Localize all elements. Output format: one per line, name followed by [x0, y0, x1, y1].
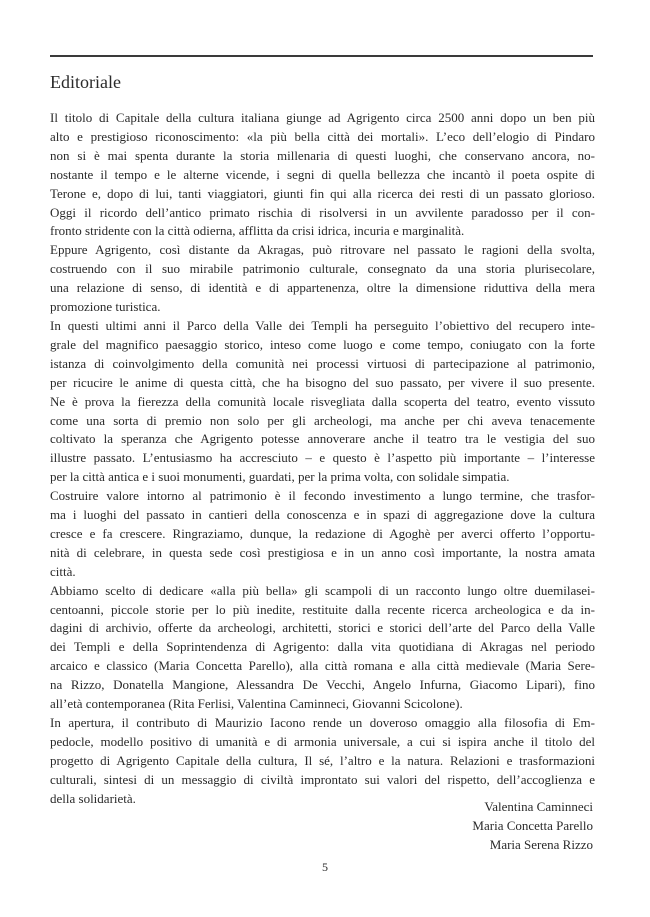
text-line: non si è mai spenta durante la storia millenaria di questi luoghi, che conservano ancora, no-	[50, 147, 595, 163]
text-line: della solidarietà.	[50, 790, 136, 806]
text-line: per la città antica e i suoi monumenti, guardati, per la prima volta, con solidale simpatia.	[50, 469, 510, 485]
text-line: istanza di coinvolgimento della comunità nei processi virtuosi di partecipazione al patrimonio,	[50, 355, 595, 371]
text-line: come una sorta di premio non solo per gli archeologi, ma anche per chi aveva tenacemente	[50, 412, 595, 428]
text-line: Ne è prova la fierezza della comunità locale risvegliata dalla scoperta del teatro, evento vissuto	[50, 393, 595, 409]
text-line: na Rizzo, Donatella Mangione, Alessandra De Vecchi, Angelo Infurna, Giacomo Lipari), fino	[50, 677, 595, 693]
text-line: Oggi il ricordo dell’antico primato rischia di risolversi in un avvilente paradosso per il con-	[50, 204, 595, 220]
text-line: coltivato la speranza che Agrigento potesse annoverare anche il teatro tra le vestigia del suo	[50, 431, 595, 447]
text-line: fronto stridente con la città odierna, afflitta da crisi idrica, incuria e marginalità.	[50, 223, 465, 239]
text-line: Il titolo di Capitale della cultura italiana giunge ad Agrigento circa 2500 anni dopo un ben più	[50, 110, 595, 125]
text-line: In questi ultimi anni il Parco della Valle dei Templi ha perseguito l’obiettivo del recupero inte-	[50, 317, 595, 333]
text-line: dei Templi e della Soprintendenza di Agrigento: dalla vita quotidiana di Akragas nel periodo	[50, 639, 595, 655]
text-line: illustre passato. L’entusiasmo ha accresciuto – e questo è l’aspetto più importante – l’interesse	[50, 450, 595, 466]
text-line: In apertura, il contributo di Maurizio Iacono rende un doveroso omaggio alla filosofia di Em-	[50, 715, 595, 730]
text-line: Abbiamo scelto di dedicare «alla più bella» gli scampoli di un racconto lungo oltre duemilasei-	[50, 582, 595, 598]
author-signatures	[472, 797, 593, 855]
text-line: all’età contemporanea (Rita Ferlisi, Valentina Caminneci, Giovanni Scicolone).	[50, 696, 463, 712]
text-line: Eppure Agrigento, così distante da Akragas, può ritrovare nel passato le ragioni della svolta,	[50, 242, 595, 258]
page-number: 5	[322, 860, 328, 874]
editorial-body	[50, 109, 595, 809]
text-line: nostante il tempo e le alterne vicende, i segni di quella bellezza che incantò il poeta ospite di	[50, 166, 595, 182]
text-line: costruendo con il suo mirabile patrimonio culturale, consegnato da una storia plurisecolare,	[50, 261, 595, 277]
text-line: una relazione di senso, di identità e di appartenenza, oltre la dimensione riduttiva della mera	[50, 280, 595, 296]
text-line: progetto di Agrigento Capitale della cultura, Il sé, l’altro e la natura. Relazioni e trasformazioni	[50, 752, 595, 768]
author-name: Maria Concetta Parello	[472, 818, 593, 834]
author-name: Maria Serena Rizzo	[489, 837, 593, 853]
text-line: dagini di archivio, offerte da archeologi, architetti, storici e storici dell’arte del Parco della Valle	[50, 620, 595, 636]
text-line: per ricucire le anime di questa città, che ha bisogno del suo passato, per vivere il suo presente.	[50, 374, 595, 390]
text-line: centoanni, piccole storie per lo più inedite, restituite dalla recente ricerca archeologica e da in-	[50, 601, 595, 617]
text-line: ma i luoghi del passato in cantieri della conoscenza e in spazi di aggregazione dove la cultura	[50, 507, 595, 523]
text-line: Costruire valore intorno al patrimonio è il fecondo investimento a lungo termine, che trasfor-	[50, 488, 595, 504]
text-line: cresce e fa crescere. Ringraziamo, dunque, la redazione di Agoghè per averci offerto l’opportu-	[50, 525, 595, 541]
text-line: città.	[50, 563, 76, 579]
text-line: arcaico e classico (Maria Concetta Parello), alla città romana e alla città medievale (Maria Sere-	[50, 658, 595, 674]
top-horizontal-rule	[50, 55, 593, 57]
text-line: pedocle, modello positivo di umanità e di armonia universale, a cui si ispira anche il titolo del	[50, 733, 595, 749]
page-title: Editoriale	[50, 72, 121, 92]
text-line: nità di celebrare, in questa sede così prestigiosa e in un anno così importante, la nostra amata	[50, 544, 595, 560]
text-line: Terone e, dopo di lui, tanti viaggiatori, giunti fin qui alla ricerca dei resti di un passato glorioso.	[50, 185, 595, 201]
text-line: grale del magnifico paesaggio storico, inteso come luogo e come tempo, coniugato con la forte	[50, 336, 595, 352]
text-line: culturali, sintesi di un messaggio di civiltà improntato sui valori del rispetto, dell’accoglienza e	[50, 771, 595, 787]
text-line: promozione turistica.	[50, 299, 161, 315]
author-name: Valentina Caminneci	[484, 799, 593, 814]
text-line: alto e prestigioso riconoscimento: «la più bella città dei mortali». L’eco dell’elogio di Pindaro	[50, 128, 595, 144]
